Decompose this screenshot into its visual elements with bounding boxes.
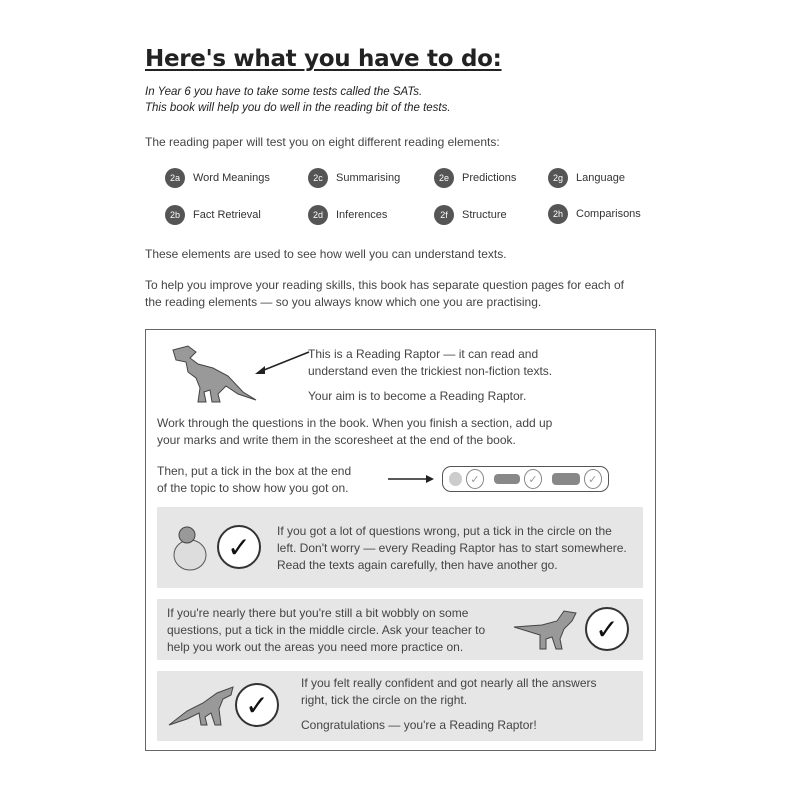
element-item (434, 205, 507, 225)
tick-circle-left[interactable]: ✓ (466, 469, 484, 489)
raptor-small-icon (552, 473, 579, 485)
elements-intro: The reading paper will test you on eight different reading elements: (145, 135, 500, 149)
element-label: Predictions (462, 172, 517, 184)
info-box (145, 329, 656, 751)
para-line: the reading elements — so you always know which one you are practising. (145, 295, 542, 309)
element-badge: 2a (165, 168, 185, 188)
element-label: Summarising (336, 172, 401, 184)
text-line: This is a Reading Raptor — it can read and (308, 347, 539, 361)
raptor-icon (167, 681, 237, 729)
text-line: If you felt really confident and got nearly all the answers (301, 676, 597, 690)
egg-icon (449, 472, 462, 486)
then-text (157, 463, 351, 497)
text-line: questions, put a tick in the middle circle. Ask your teacher to (167, 623, 486, 637)
panel-intermediate (157, 599, 643, 660)
dinosaur-icon (512, 607, 582, 651)
element-item (548, 204, 641, 224)
tick-circle-right[interactable]: ✓ (584, 469, 602, 489)
element-badge: 2f (434, 205, 454, 225)
arrow-right-icon (386, 473, 436, 485)
hatching-egg-icon (169, 523, 211, 571)
element-label: Structure (462, 209, 507, 221)
tick-circle-icon: ✓ (217, 525, 261, 569)
element-label: Word Meanings (193, 172, 270, 184)
element-badge: 2h (548, 204, 568, 224)
element-item (165, 205, 261, 225)
element-badge: 2d (308, 205, 328, 225)
tick-circle-icon: ✓ (585, 607, 629, 651)
panel-text (277, 523, 627, 574)
raptor-icon (168, 342, 263, 404)
panel-expert (157, 671, 643, 741)
element-label: Inferences (336, 209, 388, 221)
text-line: Then, put a tick in the box at the end (157, 464, 352, 478)
text-line: of the topic to show how you got on. (157, 481, 349, 495)
arrow-icon (251, 348, 311, 378)
progress-strip (442, 466, 609, 492)
page-title: Here's what you have to do: (145, 46, 502, 72)
panel-beginner (157, 507, 643, 588)
intro (145, 84, 451, 116)
aim-text: Your aim is to become a Reading Raptor. (308, 389, 527, 403)
text-line: If you're nearly there but you're still a bit wobbly on some (167, 606, 469, 620)
para-elements: These elements are used to see how well you can understand texts. (145, 247, 507, 261)
element-item (308, 168, 400, 188)
element-item (434, 168, 516, 188)
intro-line: This book will help you do well in the reading bit of the tests. (145, 102, 451, 114)
element-badge: 2g (548, 168, 568, 188)
element-item (548, 168, 625, 188)
element-badge: 2e (434, 168, 454, 188)
element-item (308, 205, 387, 225)
dinosaur-small-icon (494, 474, 520, 484)
element-label: Fact Retrieval (193, 209, 261, 221)
text-line: left. Don't worry — every Reading Raptor has to start somewhere. (277, 541, 627, 555)
work-text (157, 415, 552, 449)
element-label: Comparisons (576, 208, 641, 220)
congrats-text: Congratulations — you're a Reading Raptor! (301, 718, 537, 732)
text-line: Work through the questions in the book. When you finish a section, add up (157, 416, 553, 430)
raptor-text (308, 346, 552, 380)
tick-circle-middle[interactable]: ✓ (524, 469, 542, 489)
panel-text (301, 675, 597, 709)
element-badge: 2c (308, 168, 328, 188)
para-line: To help you improve your reading skills, this book has separate question pages for each of (145, 278, 624, 292)
text-line: Read the texts again carefully, then have another go. (277, 558, 558, 572)
panel-text (167, 605, 485, 656)
text-line: understand even the trickiest non-fiction texts. (308, 364, 553, 378)
tick-circle-icon: ✓ (235, 683, 279, 727)
para-skills (145, 277, 624, 311)
element-badge: 2b (165, 205, 185, 225)
text-line: your marks and write them in the scoresheet at the end of the book. (157, 433, 516, 447)
text-line: help you work out the areas you need more practice on. (167, 640, 464, 654)
text-line: If you got a lot of questions wrong, put a tick in the circle on the (277, 524, 612, 538)
element-item (165, 168, 270, 188)
element-label: Language (576, 172, 625, 184)
text-line: right, tick the circle on the right. (301, 693, 468, 707)
intro-line: In Year 6 you have to take some tests called the SATs. (145, 86, 423, 98)
